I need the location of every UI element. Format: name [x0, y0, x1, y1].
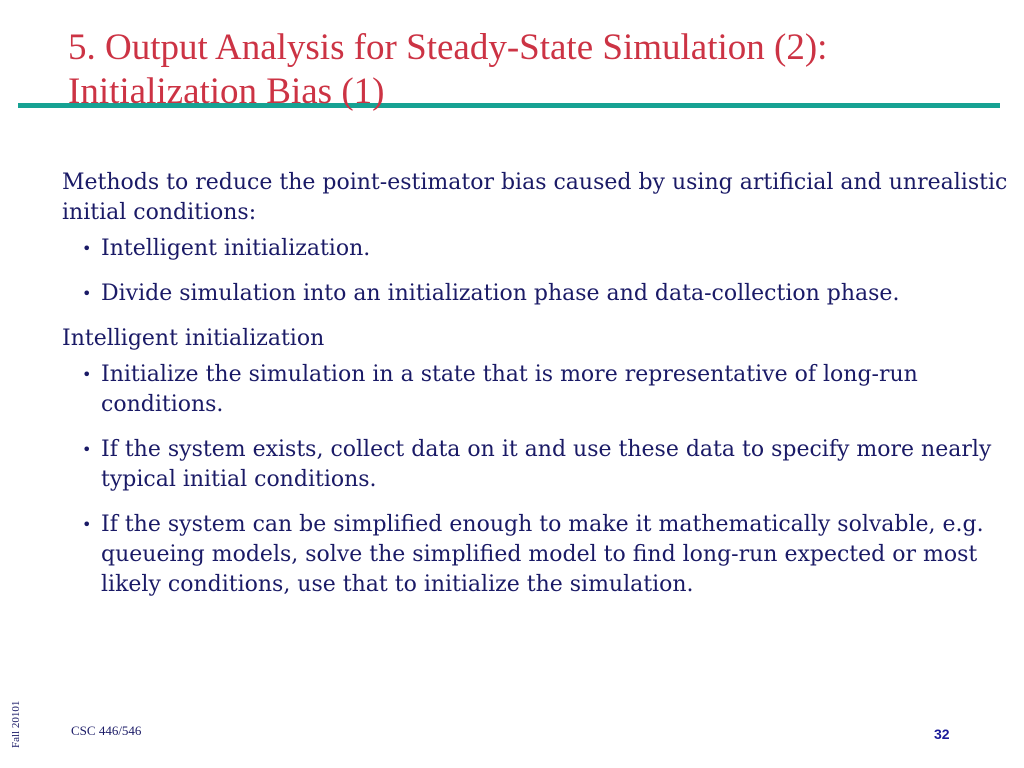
course-footer: CSC 446/546 — [71, 723, 142, 738]
bullet-text: Divide simulation into an initialization phase and data-collection phase. — [101, 281, 900, 306]
bullet-item — [62, 435, 1012, 495]
section-1-bullets — [62, 234, 1012, 309]
bullet-item — [62, 234, 1012, 264]
slide-body — [62, 168, 1012, 615]
bullet-text: If the system can be simplified enough to make it mathematically solvable, e.g. queueing models, solve the simplified model to find long-run expected or most likely conditions, use that to initialize the simulation. — [101, 512, 984, 597]
section-2-bullets — [62, 360, 1012, 600]
bullet-dot-icon: • — [82, 515, 92, 534]
bullet-item — [62, 360, 1012, 420]
bullet-text: Initialize the simulation in a state that is more representative of long-run conditions. — [101, 362, 918, 417]
bullet-dot-icon: • — [82, 440, 92, 459]
section-1-intro: Methods to reduce the point-estimator bias caused by using artificial and unrealistic initial conditions: — [62, 170, 1008, 225]
bullet-dot-icon: • — [82, 284, 92, 303]
bullet-text: Intelligent initialization. — [101, 236, 371, 261]
bullet-text: If the system exists, collect data on it and use these data to specify more nearly typical initial conditions. — [101, 437, 992, 492]
bullet-item — [62, 510, 1012, 600]
page-number: 32 — [934, 726, 950, 742]
bullet-dot-icon: • — [82, 239, 92, 258]
semester-side-label: Fall 20101 — [10, 700, 22, 748]
slide-title: 5. Output Analysis for Steady-State Simulation (2): Initialization Bias (1) — [68, 27, 828, 112]
section-2-intro: Intelligent initialization — [62, 326, 325, 351]
bullet-item — [62, 279, 1012, 309]
bullet-dot-icon: • — [82, 365, 92, 384]
